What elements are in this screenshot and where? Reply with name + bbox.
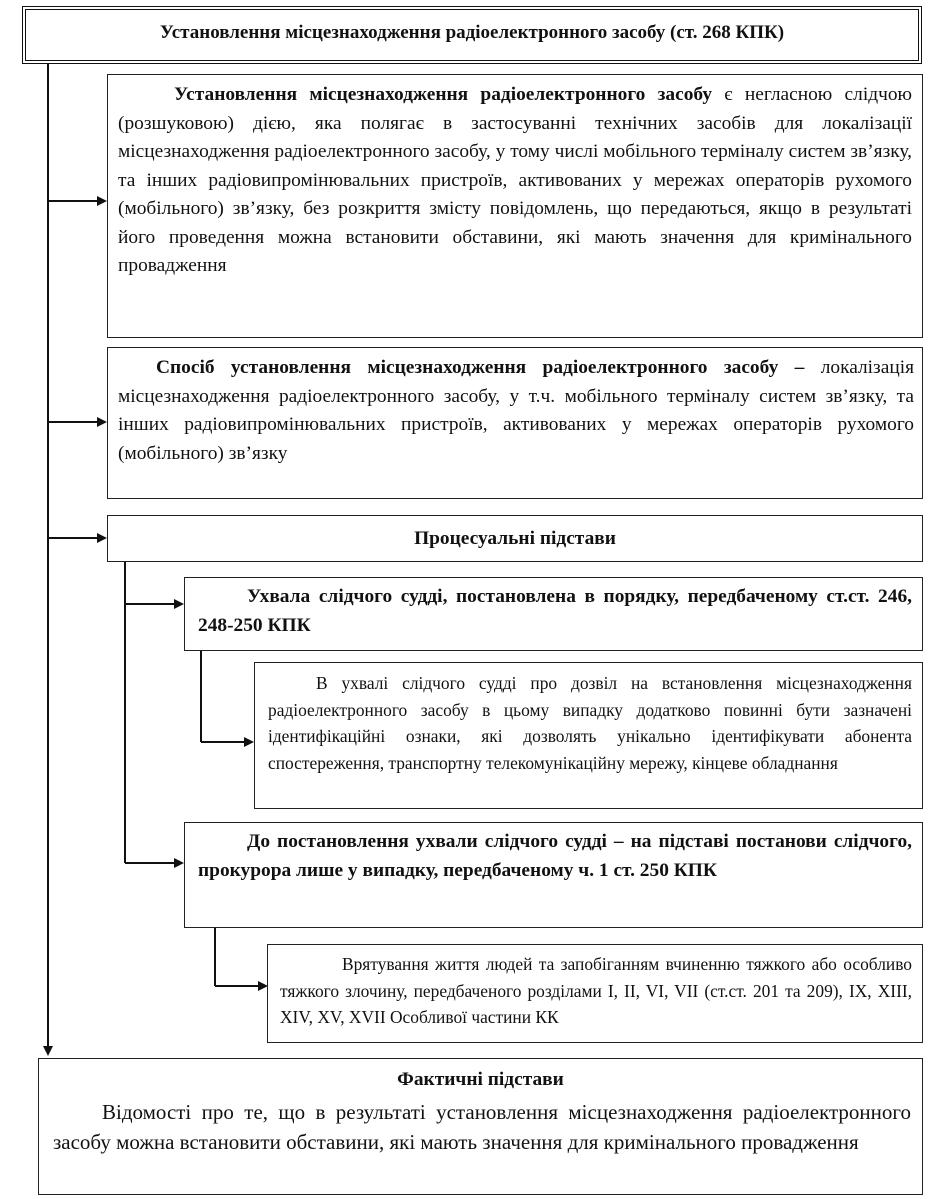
method-text: [118, 354, 914, 468]
arrow-to-procedural: [97, 533, 107, 543]
connector-to-before-ruling: [125, 862, 175, 864]
connector-to-ruling-detail: [201, 741, 245, 743]
diagram-title: Установлення місцезнаходження радіоелектронного засобу (ст. 268 КПК): [159, 22, 785, 43]
ruling-title: Ухвала слідчого судді, постановлена в порядку, передбаченому ст.ст. 246, 248-250 КПК: [198, 586, 912, 636]
connector-to-ruling: [125, 603, 175, 605]
arrow-to-definition: [97, 196, 107, 206]
title-box: [22, 6, 922, 64]
arrow-to-before-ruling: [174, 858, 184, 868]
before-ruling-detail: Врятування життя людей та запобіганням вчиненню тяжкого або особливо тяжкого злочину, передбаченого розділами I, II, VI, VII (ст.ст. 201 та 209), IX, XIII, XIV, XV, XVII Особливої частини КК: [280, 954, 912, 1028]
before-ruling-box: [184, 822, 923, 928]
arrow-to-method: [97, 417, 107, 427]
ruling-detail-connector: [200, 651, 202, 742]
method-box: [107, 347, 923, 499]
before-ruling-detail-connector: [214, 928, 216, 986]
before-ruling-detail-box: [267, 944, 923, 1043]
connector-to-before-ruling-detail: [215, 985, 259, 987]
definition-term: Установлення місцезнаходження радіоелектронного засобу: [174, 84, 713, 105]
ruling-detail-box: [254, 662, 923, 809]
connector-to-definition: [48, 200, 98, 202]
method-body: локалізація місцезнаходження радіоелектронного засобу, у т.ч. мобільного терміналу систем зв’язку, та інших радіовипромінювальних пристроїв, активованих у мережах операторів рухомого (мобільного) зв’язку: [118, 357, 914, 464]
definition-text: [118, 81, 912, 281]
factual-box: [38, 1058, 923, 1195]
procedural-header: Процесуальні підстави: [414, 528, 616, 549]
definition-body: є негласною слідчою (розшуковою) дією, яка полягає в застосуванні технічних засобів для локалізації місцезнаходження радіоелектронного засобу, у тому числі мобільного терміналу систем зв’язку, та інших радіовипромінювальних пристроїв, активованих у мережах операторів рухомого (мобільного) зв’язку, без розкриття змісту повідомлень, що передаються, якщо в результаті його проведення можна встановити обставини, які мають значення для кримінального провадження: [118, 84, 912, 277]
arrow-to-factual: [43, 1046, 53, 1056]
procedural-header-box: [107, 515, 923, 562]
ruling-box: [184, 577, 923, 651]
arrow-to-ruling-detail: [244, 737, 254, 747]
method-term: Спосіб установлення місцезнаходження радіоелектронного засобу –: [156, 357, 805, 378]
procedural-sub-connector: [124, 562, 126, 863]
connector-to-procedural: [48, 537, 98, 539]
definition-box: [107, 74, 923, 338]
main-connector-line: [47, 64, 49, 1050]
factual-header: Фактичні підстави: [397, 1069, 564, 1090]
factual-text: Відомості про те, що в результаті установлення місцезнаходження радіоелектронного засобу можна встановити обставини, які мають значення для кримінального провадження: [53, 1100, 911, 1155]
ruling-detail: В ухвалі слідчого судді про дозвіл на встановлення місцезнаходження радіоелектронного засобу в цьому випадку додатково повинні бути зазначені ідентифікаційні ознаки, які дозволять унікально ідентифікувати абонента спостереження, транспортну телекомунікаційну мережу, кінцеве обладнання: [268, 673, 912, 773]
arrow-to-ruling: [174, 599, 184, 609]
before-ruling-title: До постановлення ухвали слідчого судді – на підставі постанови слідчого, прокурора лише у випадку, передбаченому ч. 1 ст. 250 КПК: [198, 831, 912, 881]
connector-to-method: [48, 421, 98, 423]
